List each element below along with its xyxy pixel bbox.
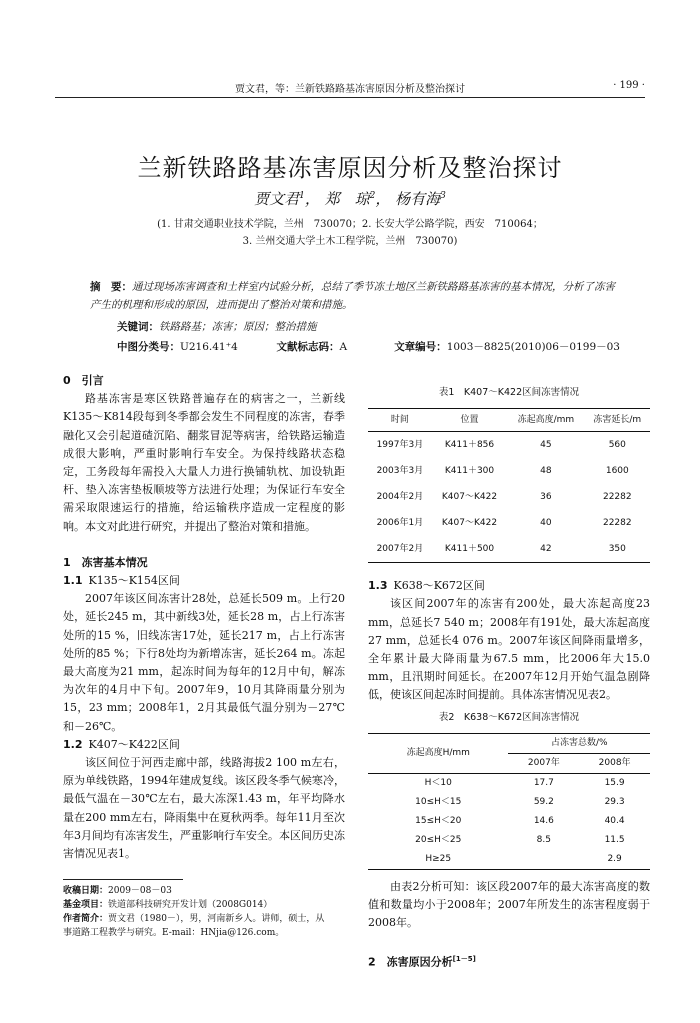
footnote-fund (63, 898, 345, 912)
cell: 1600 (605, 466, 629, 477)
cell: 2003年3月 (376, 466, 424, 477)
table2-group-header: 占冻害总数/% (508, 733, 650, 753)
cell: 22282 (602, 492, 632, 503)
cell: K407～K422 (441, 518, 498, 529)
subsection-1-2 (63, 736, 345, 754)
author-mark: 1 (299, 191, 305, 201)
cell: 20≤H＜25 (415, 835, 462, 846)
cell: 11.5 (604, 835, 625, 846)
classification-line (117, 339, 620, 354)
cell: 59.2 (533, 797, 554, 808)
subsection-1-1 (63, 572, 345, 590)
subsection-number: 1.3 (368, 579, 388, 593)
subsection-number: 1.1 (63, 574, 83, 588)
subsection-title: K407～K422区间 (88, 737, 180, 751)
left-column (63, 372, 345, 940)
header-rule (55, 97, 645, 98)
fund-label: 基金项目： (63, 900, 109, 911)
cell: 2.9 (579, 850, 650, 870)
received-date: 2009－08－03 (108, 886, 172, 897)
clc-value: U216.41⁺4 (180, 341, 238, 353)
doc-code-label: 文献标志码： (276, 341, 340, 353)
table1-header: 冻起高度/mm (507, 409, 584, 432)
cell: H＜10 (424, 778, 452, 789)
table-row (368, 793, 650, 812)
clc-label: 中图分类号： (117, 341, 180, 353)
affiliation-line: 3. 兰州交通大学土木工程学院，兰州 730070) (242, 236, 458, 247)
subsection-number: 1.2 (63, 737, 83, 751)
abstract (90, 278, 615, 314)
page-number: · 199 · (613, 80, 645, 91)
cell: 14.6 (533, 816, 554, 827)
intro-paragraph: 路基冻害是寒区铁路普遍存在的病害之一，兰新线K135～K814段每到冬季都会发生不同程度的冻害，春季融化又会引起道碴沉陷、翻浆冒泥等病害，给铁路运输造成很大影响，严重时影响行车安全。为保持线路状态稳定，工务段每年需投入大量人力进行换铺轨枕、加设轨距杆、垫入冻害垫板顺坡等方法进行处理；为保证行车安全需采取限速运行的措施，给运输秩序造成一定程度的影响。本文对此进行研究，并提出了整治对策和措施。 (63, 392, 345, 533)
cell: K411＋300 (444, 466, 495, 477)
author-mark: 2 (369, 191, 376, 201)
cell: 29.3 (604, 797, 625, 808)
article-number-value: 1003－8825(2010)06－0199－03 (446, 341, 620, 353)
section-2-title: 2 冻害原因分析 (368, 956, 453, 970)
table-row (368, 850, 650, 870)
author-name: 贾文君 (254, 190, 300, 208)
citation-ref: [1－5] (452, 955, 476, 964)
keywords-text: 铁路路基；冻害；原因；整治措施 (159, 321, 317, 333)
cell: K407～K422 (441, 492, 498, 503)
table1 (368, 408, 650, 563)
table2 (368, 733, 650, 870)
received-label: 收稿日期： (63, 886, 109, 897)
cell (508, 850, 579, 870)
keywords (117, 319, 317, 334)
paragraph-after-table2: 由表2分析可知：该区段2007年的最大冻害高度的数值和数量均小于2008年；2007年所发生的冻害程度弱于2008年。 (368, 879, 650, 930)
running-title: 贾文君，等：兰新铁路路基冻害原因分析及整治探讨 (235, 84, 465, 95)
table-row (368, 773, 650, 793)
right-column (368, 372, 650, 972)
affiliation-line: (1. 甘肃交通职业技术学院，兰州 730070；2. 长安大学公路学院，西安 710064； (157, 219, 543, 230)
footnote-received (63, 884, 345, 898)
section-heading-2 (368, 950, 650, 972)
article-number-label: 文章编号： (394, 341, 447, 353)
doc-code-value: A (339, 341, 348, 353)
cell: 15≤H＜20 (415, 816, 462, 827)
table-row (368, 432, 650, 459)
section-heading-intro: 0 引言 (63, 374, 104, 387)
cell: 2006年1月 (376, 518, 424, 529)
cell: 36 (540, 492, 552, 503)
cell: 15.9 (604, 778, 625, 789)
footnote-rule (63, 879, 183, 880)
cell: 560 (608, 440, 626, 451)
cell: K411＋500 (432, 536, 507, 563)
cell: H≥25 (368, 850, 508, 870)
author-list: 贾文君$^1$， 郑 琼$^2$， 杨有海$^3$ (254, 190, 446, 208)
abstract-label: 摘 要： (90, 281, 132, 293)
paragraph-1-3: 该区间2007年的冻害有200处，最大冻起高度23 mm，总延长7 540 m；2008年有191处，最大冻起高度27 mm，总延长4 076 m。2007年该区间降雨量增多，全年累计最大降雨量为67.5 mm，比2006年大15.0 mm，且汛期时间延长。在2007年12月开始气温急剧降低，使该区间起冻时间提前。具体冻害情况见表2。 (368, 597, 650, 702)
paragraph-1-2: 该区间位于河西走廊中部，线路海拔2 100 m左右，原为单线铁路，1994年建成复线。该区段冬季气候寒冷，最低气温在－30℃左右，最大冻深1.43 m，年平均降水量在200 mm左右，降雨集中在夏秋两季。每年11月至次年3月间均有冻害发生，严重影响行车安全。本区间历史冻害情况见表1。 (63, 756, 345, 861)
table2-subheader: 2008年 (579, 753, 650, 773)
subsection-title: K135～K154区间 (88, 574, 180, 588)
table2-caption: 表2 K638～K672区间冻害情况 (438, 711, 580, 723)
cell: 8.5 (536, 835, 551, 846)
author-mark: 3 (440, 191, 446, 201)
table1-header: 冻害延长/m (585, 409, 650, 432)
table-row (368, 458, 650, 484)
cell: 22282 (602, 518, 632, 529)
footnote-bio (63, 912, 345, 926)
cell: 40 (540, 518, 552, 529)
cell: 10≤H＜15 (415, 797, 462, 808)
table2-subheader: 2007年 (508, 753, 579, 773)
cell: 40.4 (604, 816, 625, 827)
cell: 350 (585, 536, 650, 563)
table-row (368, 510, 650, 536)
section-heading-1: 1 冻害基本情况 (63, 555, 148, 569)
keywords-label: 关键词： (117, 321, 159, 333)
affiliations (0, 216, 700, 250)
paragraph-1-1: 2007年该区间冻害计28处，总延长509 m。上行20处，延长245 m，其中新线3处，延长28 m，占上行冻害处所的15 %，旧线冻害17处，延长217 m，占上行冻害处所的85 %；下行8处均为新增冻害，延长264 m。冻起最大高度为21 mm，起冻时间为每年的12月中旬，解冻为次年的4月中下旬。2007年9，10月其降雨量分别为15，23 mm；2008年1，2月其最低气温分别为－27℃和－26℃。 (63, 592, 345, 733)
table-row (368, 536, 650, 563)
author-name: 郑 琼 (324, 190, 370, 208)
paper-title: 兰新铁路路基冻害原因分析及整治探讨 (137, 154, 563, 182)
table-row (368, 484, 650, 510)
cell: K411＋856 (444, 440, 495, 451)
author-name: 杨有海 (395, 190, 441, 208)
abstract-text: 通过现场冻害调查和土样室内试验分析，总结了季节冻土地区兰新铁路路基冻害的基本情况，分析了冻害产生的机理和形成的原因，进而提出了整治对策和措施。 (90, 281, 615, 311)
table-row (368, 831, 650, 850)
footnote-bio-cont: 事道路工程教学与研究。E-mail：HNjia@126.com。 (63, 928, 285, 939)
cell: 2007年2月 (368, 536, 432, 563)
bio-label: 作者简介： (63, 914, 109, 925)
cell: 2004年2月 (376, 492, 424, 503)
table2-header: 冻起高度H/mm (368, 733, 508, 773)
table1-header: 位置 (432, 409, 507, 432)
cell: 1997年3月 (376, 440, 424, 451)
table-row (368, 812, 650, 831)
bio-text: 贾文君（1980－），男，河南新乡人。讲师，硕士，从 (108, 914, 325, 925)
table1-header: 时间 (368, 409, 432, 432)
fund-text: 铁道部科技研究开发计划（2008G014） (108, 900, 273, 911)
running-header (55, 80, 645, 96)
table1-caption: 表1 K407～K422区间冻害情况 (438, 387, 580, 398)
cell: 45 (540, 440, 552, 451)
subsection-1-3 (368, 577, 650, 595)
cell: 17.7 (533, 778, 554, 789)
cell: 48 (540, 466, 552, 477)
subsection-title: K638～K672区间 (393, 579, 485, 593)
cell: 42 (507, 536, 584, 563)
